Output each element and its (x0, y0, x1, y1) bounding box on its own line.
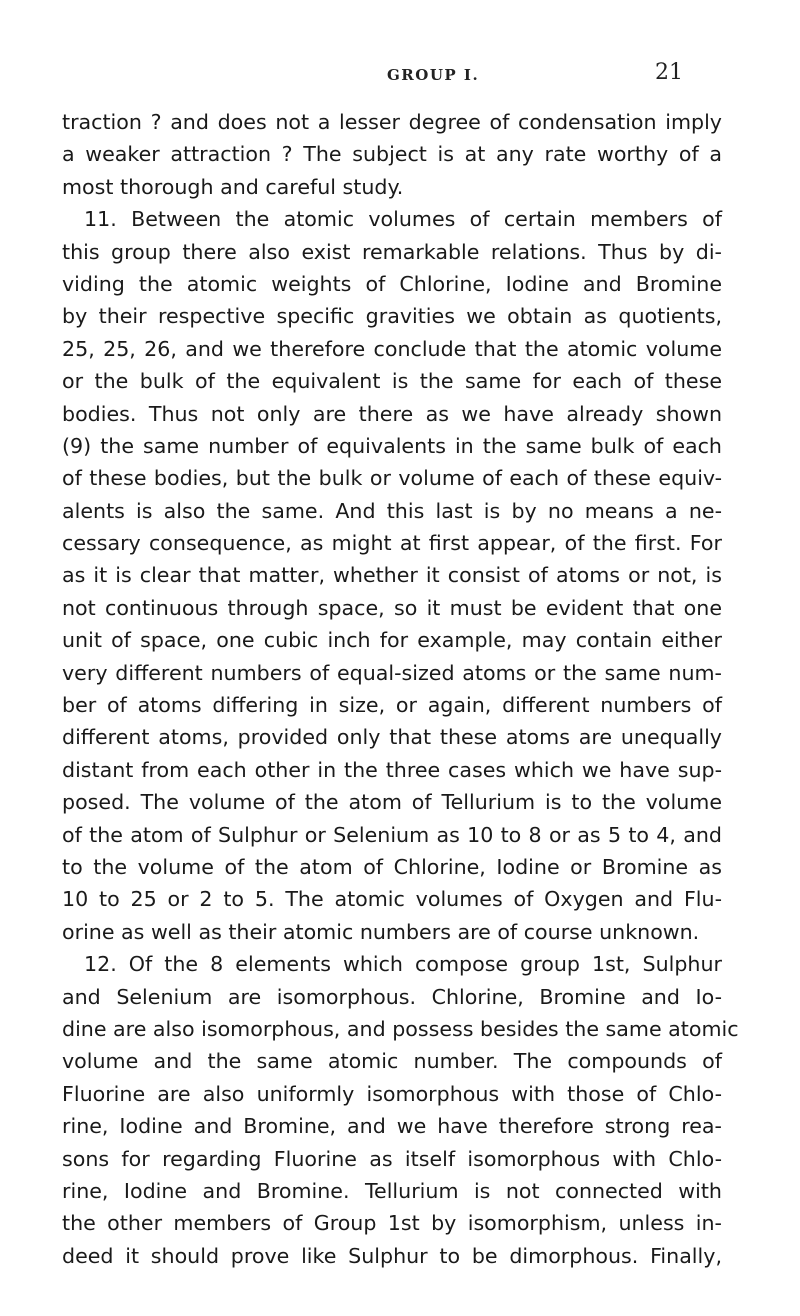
text-line: or the bulk of the equivalent is the same for each of these (62, 369, 722, 394)
text-line: rine, Iodine and Bromine, and we have therefore strong rea- (62, 1114, 722, 1139)
text-line: posed. The volume of the atom of Tellurium is to the volume (62, 790, 722, 815)
page-number: 21 (655, 60, 683, 85)
text-line: 10 to 25 or 2 to 5. The atomic volumes of Oxygen and Flu- (62, 887, 722, 912)
text-line: by their respective specific gravities we obtain as quotients, (62, 304, 722, 329)
text-line: a weaker attraction ? The subject is at any rate worthy of a (62, 142, 722, 167)
text-line: not continuous through space, so it must be evident that one (62, 595, 722, 620)
text-line: as it is clear that matter, whether it consist of atoms or not, is (62, 563, 722, 588)
text-line: 12. Of the 8 elements which compose group 1st, Sulphur (84, 952, 722, 977)
text-line: sons for regarding Fluorine as itself isomorphous with Chlo- (62, 1146, 722, 1171)
text-line: to the volume of the atom of Chlorine, Iodine or Bromine as (62, 854, 722, 879)
text-line: very different numbers of equal-sized atoms or the same num- (62, 660, 722, 685)
text-line: Fluorine are also uniformly isomorphous with those of Chlo- (62, 1081, 722, 1106)
text-line: different atoms, provided only that these atoms are unequally (62, 725, 722, 750)
text-line: this group there also exist remarkable relations. Thus by di- (62, 239, 722, 264)
running-head (0, 60, 800, 90)
text-line: and Selenium are isomorphous. Chlorine, Bromine and Io- (62, 984, 722, 1009)
text-line: distant from each other in the three cases which we have sup- (62, 757, 722, 782)
text-line: viding the atomic weights of Chlorine, Iodine and Bromine (62, 271, 722, 296)
text-line: (9) the same number of equivalents in the same bulk of each (62, 433, 722, 458)
text-line: traction ? and does not a lesser degree of condensation imply (62, 110, 722, 134)
text-line: alents is also the same. And this last is by no means a ne- (62, 498, 722, 523)
text-line: of the atom of Sulphur or Selenium as 10 to 8 or as 5 to 4, and (62, 822, 722, 847)
text-line: of these bodies, but the bulk or volume of each of these equiv- (62, 466, 722, 491)
running-head-title: GROUP I. (387, 66, 480, 84)
text-line: 25, 25, 26, and we therefore conclude that the atomic volume (62, 336, 722, 361)
text-line: ber of atoms differing in size, or again, different numbers of (62, 693, 722, 718)
text-line: deed it should prove like Sulphur to be dimorphous. Finally, (62, 1243, 722, 1268)
text-line: cessary consequence, as might at first appear, of the first. For (62, 531, 722, 556)
text-line: volume and the same atomic number. The compounds of (62, 1049, 722, 1074)
text-line: the other members of Group 1st by isomorphism, unless in- (62, 1211, 722, 1236)
body-text (62, 106, 739, 1272)
text-line: bodies. Thus not only are there as we have already shown (62, 401, 722, 426)
text-line: 11. Between the atomic volumes of certain members of (84, 207, 722, 232)
text-line: rine, Iodine and Bromine. Tellurium is not connected with (62, 1178, 722, 1203)
text-line: unit of space, one cubic inch for example, may contain either (62, 628, 722, 653)
text-line: dine are also isomorphous, and possess besides the same atomic (62, 1016, 739, 1041)
text-line: most thorough and careful study. (62, 174, 404, 199)
text-line: orine as well as their atomic numbers are of course unknown. (62, 919, 700, 944)
